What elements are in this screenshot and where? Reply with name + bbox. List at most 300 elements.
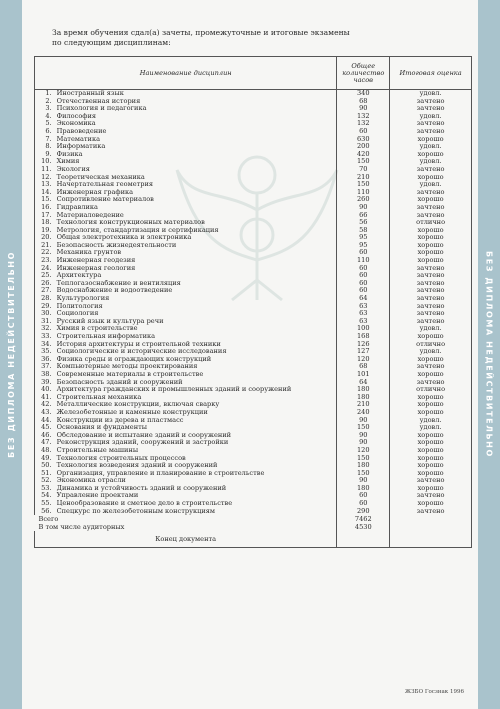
discipline-hours: 60 [337,500,390,508]
row-number: 38. [35,371,53,379]
row-number: 30. [35,310,53,318]
row-number: 29. [35,303,53,311]
discipline-grade: хорошо [390,249,472,257]
row-number: 42. [35,401,53,409]
discipline-grade: удовл. [390,143,472,151]
row-number: 11. [35,166,53,174]
intro-line-2: по следующим дисциплинам: [52,38,171,47]
discipline-hours: 63 [337,310,390,318]
discipline-name: Спецкурс по железобетонным конструкциям [53,508,337,516]
discipline-name: Железобетонные и каменные конструкции [53,409,337,417]
discipline-name: Химия в строительстве [53,325,337,333]
discipline-name: Инженерная геодезия [53,257,337,265]
row-number: 36. [35,356,53,364]
discipline-grade: удовл. [390,158,472,166]
table-row [35,257,472,265]
header-discipline: Наименование дисциплин [35,57,337,90]
total-grade-empty [390,523,472,531]
discipline-grade: хорошо [390,462,472,470]
discipline-name: Реконструкция зданий, сооружений и застройки [53,439,337,447]
table-row [35,166,472,174]
discipline-hours: 90 [337,204,390,212]
row-number: 31. [35,318,53,326]
discipline-hours: 60 [337,492,390,500]
discipline-grade: хорошо [390,485,472,493]
row-number: 54. [35,492,53,500]
discipline-hours: 132 [337,120,390,128]
table-row [35,105,472,113]
discipline-name: Конструкции из дерева и пластмасс [53,417,337,425]
discipline-name: Физика [53,151,337,159]
discipline-grade: зачтено [390,287,472,295]
discipline-name: Безопасность зданий и сооружений [53,379,337,387]
discipline-hours: 64 [337,379,390,387]
total-label: В том числе аудиторных [35,523,337,531]
discipline-grade: зачтено [390,318,472,326]
table-row [35,500,472,508]
right-side-stamp-text: БЕЗ ДИПЛОМА НЕДЕЙСТВИТЕЛЬНО [484,251,494,458]
discipline-grade: зачтено [390,477,472,485]
totals-row [35,515,472,523]
discipline-hours: 60 [337,280,390,288]
table-row [35,272,472,280]
table-row [35,90,472,98]
total-hours: 7462 [337,515,390,523]
discipline-hours: 630 [337,136,390,144]
discipline-name: Организация, управление и планирование в строительстве [53,470,337,478]
row-number: 53. [35,485,53,493]
row-number: 27. [35,287,53,295]
table-row [35,227,472,235]
discipline-hours: 340 [337,90,390,98]
row-number: 22. [35,249,53,257]
discipline-name: Основания и фундаменты [53,424,337,432]
table-row [35,280,472,288]
discipline-hours: 110 [337,189,390,197]
discipline-name: История архитектуры и строительной техники [53,341,337,349]
discipline-name: Общая электротехника и электроника [53,234,337,242]
discipline-name: Строительные машины [53,447,337,455]
row-number: 26. [35,280,53,288]
discipline-grade: удовл. [390,90,472,98]
discipline-name: Технология конструкционных материалов [53,219,337,227]
discipline-hours: 126 [337,341,390,349]
discipline-grade: хорошо [390,234,472,242]
discipline-name: Экология [53,166,337,174]
table-row [35,151,472,159]
discipline-name: Управление проектами [53,492,337,500]
discipline-hours: 180 [337,386,390,394]
discipline-grade: удовл. [390,113,472,121]
table-row [35,136,472,144]
row-number: 45. [35,424,53,432]
discipline-grade: удовл. [390,424,472,432]
discipline-hours: 120 [337,447,390,455]
table-row [35,470,472,478]
discipline-hours: 150 [337,158,390,166]
table-row [35,303,472,311]
discipline-grade: хорошо [390,394,472,402]
intro-text [52,28,382,48]
discipline-hours: 110 [337,257,390,265]
discipline-hours: 90 [337,417,390,425]
discipline-name: Обследование и испытание зданий и сооружений [53,432,337,440]
discipline-name: Социологические и исторические исследования [53,348,337,356]
row-number: 41. [35,394,53,402]
row-number: 10. [35,158,53,166]
header-grade: Итоговая оценка [390,57,472,90]
discipline-grade: зачтено [390,128,472,136]
row-number: 1. [35,90,53,98]
row-number: 47. [35,439,53,447]
discipline-name: Инженерная графика [53,189,337,197]
discipline-hours: 56 [337,219,390,227]
printer-imprint: ЖЗБО Госзнак 1996 [404,689,464,695]
discipline-name: Технология строительных процессов [53,455,337,463]
row-number: 34. [35,341,53,349]
table-row [35,447,472,455]
discipline-grade: отлично [390,219,472,227]
discipline-name: Безопасность жизнедеятельности [53,242,337,250]
discipline-name: Компьютерные методы проектирования [53,363,337,371]
row-number: 28. [35,295,53,303]
discipline-hours: 210 [337,174,390,182]
discipline-name: Механика грунтов [53,249,337,257]
row-number: 9. [35,151,53,159]
discipline-name: Экономика [53,120,337,128]
discipline-hours: 180 [337,394,390,402]
row-number: 55. [35,500,53,508]
table-row [35,394,472,402]
table-row [35,219,472,227]
discipline-name: Металлические конструкции, включая сварку [53,401,337,409]
table-row [35,113,472,121]
row-number: 23. [35,257,53,265]
discipline-grade: зачтено [390,265,472,273]
discipline-name: Архитектура [53,272,337,280]
discipline-grade: хорошо [390,371,472,379]
table-row [35,333,472,341]
discipline-name: Математика [53,136,337,144]
end-hours-empty [337,531,390,548]
discipline-grade: хорошо [390,227,472,235]
table-row [35,341,472,349]
row-number: 56. [35,508,53,516]
row-number: 35. [35,348,53,356]
discipline-name: Иностранный язык [53,90,337,98]
grades-table [34,56,472,548]
row-number: 46. [35,432,53,440]
discipline-grade: зачтено [390,379,472,387]
table-row [35,120,472,128]
discipline-name: Инженерная геология [53,265,337,273]
table-row [35,485,472,493]
table-row [35,356,472,364]
discipline-grade: зачтено [390,508,472,516]
discipline-hours: 90 [337,477,390,485]
row-number: 3. [35,105,53,113]
discipline-grade: зачтено [390,189,472,197]
discipline-hours: 168 [337,333,390,341]
discipline-hours: 101 [337,371,390,379]
row-number: 19. [35,227,53,235]
row-number: 14. [35,189,53,197]
discipline-hours: 90 [337,432,390,440]
discipline-hours: 63 [337,303,390,311]
table-row [35,196,472,204]
row-number: 49. [35,455,53,463]
table-row [35,439,472,447]
table-row [35,158,472,166]
discipline-grade: хорошо [390,333,472,341]
discipline-hours: 150 [337,455,390,463]
discipline-hours: 120 [337,356,390,364]
discipline-grade: отлично [390,341,472,349]
discipline-grade: хорошо [390,196,472,204]
table-row [35,409,472,417]
table-row [35,386,472,394]
end-grade-empty [390,531,472,548]
discipline-name: Информатика [53,143,337,151]
discipline-hours: 260 [337,196,390,204]
discipline-hours: 290 [337,508,390,516]
discipline-hours: 70 [337,166,390,174]
table-row [35,204,472,212]
row-number: 2. [35,98,53,106]
discipline-grade: хорошо [390,356,472,364]
header-hours: Общее количество часов [337,57,390,90]
table-row [35,401,472,409]
discipline-hours: 60 [337,265,390,273]
table-row [35,417,472,425]
row-number: 24. [35,265,53,273]
discipline-grade: зачтено [390,295,472,303]
left-side-stamp [0,0,22,709]
discipline-grade: хорошо [390,470,472,478]
discipline-grade: зачтено [390,303,472,311]
table-row [35,348,472,356]
discipline-hours: 60 [337,249,390,257]
total-grade-empty [390,515,472,523]
discipline-hours: 132 [337,113,390,121]
discipline-hours: 180 [337,485,390,493]
discipline-name: Культурология [53,295,337,303]
discipline-grade: зачтено [390,212,472,220]
table-row [35,492,472,500]
discipline-hours: 68 [337,363,390,371]
discipline-grade: зачтено [390,105,472,113]
row-number: 52. [35,477,53,485]
discipline-grade: удовл. [390,181,472,189]
discipline-name: Теоретическая механика [53,174,337,182]
total-hours: 4530 [337,523,390,531]
discipline-hours: 240 [337,409,390,417]
discipline-grade: зачтено [390,272,472,280]
right-side-stamp [478,0,500,709]
discipline-hours: 210 [337,401,390,409]
discipline-name: Динамика и устойчивость зданий и сооружений [53,485,337,493]
discipline-name: Начертательная геометрия [53,181,337,189]
discipline-name: Правоведение [53,128,337,136]
discipline-hours: 63 [337,318,390,326]
row-number: 4. [35,113,53,121]
discipline-grade: отлично [390,386,472,394]
discipline-grade: хорошо [390,409,472,417]
table-row [35,462,472,470]
row-number: 44. [35,417,53,425]
discipline-name: Теплогазоснабжение и вентиляция [53,280,337,288]
discipline-hours: 90 [337,439,390,447]
row-number: 6. [35,128,53,136]
discipline-grade: удовл. [390,417,472,425]
discipline-hours: 95 [337,242,390,250]
row-number: 20. [35,234,53,242]
discipline-grade: зачтено [390,280,472,288]
discipline-name: Ценообразование и сметное дело в строительстве [53,500,337,508]
row-number: 25. [35,272,53,280]
discipline-name: Философия [53,113,337,121]
discipline-name: Химия [53,158,337,166]
discipline-grade: хорошо [390,439,472,447]
discipline-grade: хорошо [390,432,472,440]
discipline-grade: хорошо [390,455,472,463]
discipline-name: Политология [53,303,337,311]
intro-line-1: За время обучения сдал(а) зачеты, промежуточные и итоговые экзамены [52,28,350,37]
totals-row [35,523,472,531]
row-number: 13. [35,181,53,189]
discipline-name: Социология [53,310,337,318]
left-side-stamp-text: БЕЗ ДИПЛОМА НЕДЕЙСТВИТЕЛЬНО [6,251,16,458]
table-row [35,234,472,242]
table-row [35,189,472,197]
discipline-grade: хорошо [390,242,472,250]
discipline-name: Современные материалы в строительстве [53,371,337,379]
discipline-hours: 64 [337,295,390,303]
discipline-name: Технология возведения зданий и сооружений [53,462,337,470]
table-row [35,379,472,387]
discipline-hours: 68 [337,98,390,106]
table-row [35,363,472,371]
discipline-hours: 95 [337,234,390,242]
discipline-name: Метрология, стандартизация и сертификация [53,227,337,235]
table-row [35,265,472,273]
discipline-hours: 150 [337,470,390,478]
discipline-name: Психология и педагогика [53,105,337,113]
discipline-grade: зачтено [390,310,472,318]
end-of-document-label: Конец документа [35,531,337,548]
discipline-name: Водоснабжение и водоотведение [53,287,337,295]
discipline-grade: хорошо [390,151,472,159]
discipline-hours: 180 [337,462,390,470]
discipline-grade: хорошо [390,174,472,182]
discipline-name: Русский язык и культура речи [53,318,337,326]
discipline-grade: зачтено [390,166,472,174]
table-header-row [35,57,472,90]
table-row [35,249,472,257]
total-label: Всего [35,515,337,523]
table-row [35,242,472,250]
row-number: 7. [35,136,53,144]
discipline-name: Строительная информатика [53,333,337,341]
table-row [35,181,472,189]
discipline-grade: зачтено [390,492,472,500]
discipline-name: Сопротивление материалов [53,196,337,204]
row-number: 37. [35,363,53,371]
row-number: 51. [35,470,53,478]
table-row [35,128,472,136]
table-row [35,310,472,318]
table-row [35,295,472,303]
discipline-grade: хорошо [390,500,472,508]
discipline-hours: 100 [337,325,390,333]
discipline-hours: 127 [337,348,390,356]
discipline-hours: 150 [337,181,390,189]
end-of-document-row [35,531,472,548]
discipline-name: Гидравлика [53,204,337,212]
row-number: 39. [35,379,53,387]
discipline-grade: зачтено [390,204,472,212]
document-sheet [22,0,478,709]
discipline-name: Строительная механика [53,394,337,402]
table-row [35,371,472,379]
row-number: 40. [35,386,53,394]
table-row [35,508,472,516]
discipline-hours: 58 [337,227,390,235]
discipline-grade: зачтено [390,363,472,371]
grades-table-body [35,90,472,548]
discipline-hours: 150 [337,424,390,432]
row-number: 18. [35,219,53,227]
table-row [35,424,472,432]
row-number: 8. [35,143,53,151]
table-row [35,477,472,485]
row-number: 16. [35,204,53,212]
discipline-grade: зачтено [390,98,472,106]
discipline-hours: 60 [337,287,390,295]
discipline-name: Экономика отрасли [53,477,337,485]
discipline-grade: удовл. [390,348,472,356]
row-number: 21. [35,242,53,250]
discipline-grade: хорошо [390,257,472,265]
table-row [35,455,472,463]
discipline-grade: удовл. [390,325,472,333]
row-number: 33. [35,333,53,341]
row-number: 48. [35,447,53,455]
table-row [35,98,472,106]
discipline-name: Архитектура гражданских и промышленных зданий и сооружений [53,386,337,394]
row-number: 5. [35,120,53,128]
discipline-grade: хорошо [390,401,472,409]
discipline-name: Материаловедение [53,212,337,220]
discipline-hours: 200 [337,143,390,151]
table-row [35,212,472,220]
discipline-name: Физика среды и ограждающих конструкций [53,356,337,364]
discipline-hours: 420 [337,151,390,159]
table-row [35,325,472,333]
table-row [35,287,472,295]
table-row [35,318,472,326]
discipline-hours: 66 [337,212,390,220]
discipline-name: Отечественная история [53,98,337,106]
table-row [35,174,472,182]
row-number: 12. [35,174,53,182]
table-row [35,432,472,440]
discipline-hours: 60 [337,272,390,280]
discipline-grade: хорошо [390,136,472,144]
discipline-hours: 60 [337,128,390,136]
row-number: 32. [35,325,53,333]
row-number: 15. [35,196,53,204]
